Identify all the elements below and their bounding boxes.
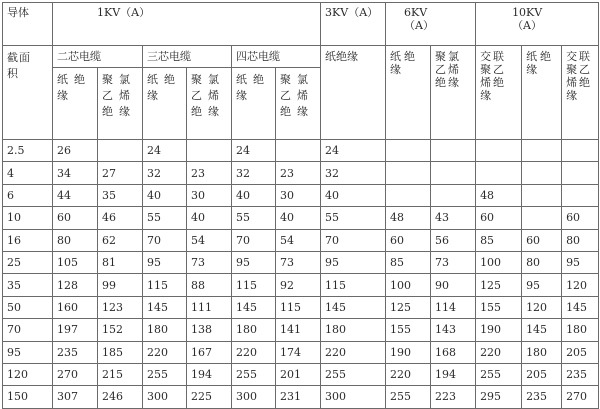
current-cell [386,140,431,162]
current-cell: 115 [232,274,276,296]
current-cell: 44 [53,184,98,206]
current-cell [522,207,562,229]
current-cell: 55 [321,207,386,229]
current-cell: 201 [276,363,321,385]
header-four-core: 四芯电缆 [232,46,321,68]
cross-section-cell: 10 [3,207,53,229]
current-cell: 60 [53,207,98,229]
current-cell [431,140,476,162]
current-cell [522,184,562,206]
current-cell: 125 [386,296,431,318]
current-cell: 62 [98,229,143,251]
current-cell: 48 [386,207,431,229]
current-cell: 60 [476,207,522,229]
current-cell [98,140,143,162]
current-cell: 307 [53,386,98,408]
current-cell: 155 [386,319,431,341]
current-cell: 168 [431,341,476,363]
cross-section-cell: 35 [3,274,53,296]
current-cell: 125 [476,274,522,296]
current-cell: 194 [187,363,232,385]
cross-section-cell: 120 [3,363,53,385]
current-cell: 55 [143,207,187,229]
current-cell [276,140,321,162]
current-cell: 95 [321,251,386,273]
current-cell: 190 [386,341,431,363]
header-10kv-paper: 纸绝缘 [522,46,562,140]
current-cell: 95 [232,251,276,273]
current-cell: 180 [232,319,276,341]
current-cell: 70 [232,229,276,251]
conductor-header: 导体 [3,3,53,46]
current-cell: 23 [276,162,321,184]
cross-section-cell: 2.5 [3,140,53,162]
current-cell: 35 [98,184,143,206]
current-cell [562,162,599,184]
current-cell: 27 [98,162,143,184]
current-cell: 115 [143,274,187,296]
cross-section-cell: 70 [3,319,53,341]
current-cell: 95 [562,251,599,273]
current-cell: 235 [522,386,562,408]
current-cell: 145 [562,296,599,318]
header-1kv-2core-paper: 纸绝缘 [53,68,98,140]
current-cell: 46 [98,207,143,229]
header-1kv-3core-paper: 纸绝缘 [143,68,187,140]
cable-current-table [2,2,599,409]
current-cell [522,140,562,162]
current-cell: 155 [476,296,522,318]
current-cell: 143 [431,319,476,341]
current-cell: 185 [98,341,143,363]
current-cell: 194 [431,363,476,385]
header-two-core: 二芯电缆 [53,46,143,68]
current-cell: 220 [143,341,187,363]
current-cell: 180 [522,341,562,363]
current-cell: 270 [562,386,599,408]
current-cell: 85 [386,251,431,273]
current-cell: 235 [53,341,98,363]
current-cell: 34 [53,162,98,184]
table-row [3,319,599,341]
current-cell: 160 [53,296,98,318]
header-6kv-paper: 纸绝缘 [386,46,431,140]
current-cell: 80 [562,229,599,251]
current-cell: 145 [232,296,276,318]
current-cell: 220 [386,363,431,385]
current-cell: 54 [187,229,232,251]
current-cell: 120 [522,296,562,318]
current-cell: 270 [53,363,98,385]
header-6kv-pvc: 聚氯乙烯绝缘 [431,46,476,140]
current-cell: 167 [187,341,232,363]
current-cell: 180 [143,319,187,341]
current-cell: 128 [53,274,98,296]
header-10kv-xlpe-a: 交联聚乙烯绝缘 [476,46,522,140]
current-cell: 145 [143,296,187,318]
table-row [3,296,599,318]
current-cell: 88 [187,274,232,296]
table-row [3,363,599,385]
header-10kv-xlpe-b: 交联聚乙烯绝缘 [562,46,599,140]
current-cell: 54 [276,229,321,251]
cross-section-cell: 16 [3,229,53,251]
current-cell: 32 [232,162,276,184]
current-cell: 24 [232,140,276,162]
current-cell: 300 [143,386,187,408]
header-1kv-2core-pvc: 聚氯乙烯绝缘 [98,68,143,140]
current-cell: 24 [143,140,187,162]
current-cell [562,184,599,206]
current-cell: 220 [232,341,276,363]
current-cell: 73 [431,251,476,273]
header-10kv: 10KV （A） [476,3,599,46]
cross-section-cell: 95 [3,341,53,363]
cross-section-cell: 25 [3,251,53,273]
current-cell: 40 [232,184,276,206]
current-cell: 111 [187,296,232,318]
current-cell [431,184,476,206]
table-row [3,251,599,273]
current-cell: 255 [386,386,431,408]
current-cell: 40 [321,184,386,206]
header-row-voltage [3,3,599,46]
current-cell: 55 [232,207,276,229]
current-cell [187,140,232,162]
cross-section-cell: 4 [3,162,53,184]
current-cell: 60 [522,229,562,251]
header-row-cores [3,46,599,68]
header-1kv-3core-pvc: 聚氯乙烯绝缘 [187,68,232,140]
current-cell: 90 [431,274,476,296]
current-cell: 197 [53,319,98,341]
current-cell: 23 [187,162,232,184]
current-cell: 100 [386,274,431,296]
current-cell: 114 [431,296,476,318]
current-cell: 73 [187,251,232,273]
current-cell: 231 [276,386,321,408]
table-body [3,3,599,409]
current-cell: 255 [476,363,522,385]
current-cell: 138 [187,319,232,341]
table-row [3,274,599,296]
header-6kv: 6KV （A） [386,3,476,46]
current-cell: 92 [276,274,321,296]
current-cell: 190 [476,319,522,341]
current-cell: 141 [276,319,321,341]
current-cell: 30 [187,184,232,206]
current-cell: 32 [321,162,386,184]
current-cell: 180 [562,319,599,341]
current-cell: 145 [522,319,562,341]
current-cell: 60 [562,207,599,229]
current-cell: 95 [522,274,562,296]
table-row [3,184,599,206]
cross-section-header: 截面积 [3,46,53,140]
current-cell [431,162,476,184]
current-cell: 180 [321,319,386,341]
current-cell: 246 [98,386,143,408]
current-cell: 80 [522,251,562,273]
current-cell [476,162,522,184]
current-cell: 95 [143,251,187,273]
current-cell: 56 [431,229,476,251]
current-cell [476,140,522,162]
current-cell: 120 [562,274,599,296]
current-cell: 70 [321,229,386,251]
current-cell [386,162,431,184]
current-cell: 215 [98,363,143,385]
current-cell: 225 [187,386,232,408]
current-cell: 80 [53,229,98,251]
current-cell: 255 [321,363,386,385]
table-row [3,140,599,162]
table-row [3,386,599,408]
current-cell: 70 [143,229,187,251]
current-cell: 152 [98,319,143,341]
current-cell: 300 [321,386,386,408]
header-1kv-4core-pvc: 聚氯乙烯绝缘 [276,68,321,140]
current-cell: 100 [476,251,522,273]
current-cell: 48 [476,184,522,206]
current-cell: 73 [276,251,321,273]
current-cell: 115 [321,274,386,296]
current-cell: 85 [476,229,522,251]
current-cell: 295 [476,386,522,408]
current-cell: 60 [386,229,431,251]
current-cell: 24 [321,140,386,162]
current-cell: 300 [232,386,276,408]
current-cell: 235 [562,363,599,385]
current-cell: 205 [522,363,562,385]
current-cell: 40 [187,207,232,229]
current-cell [562,140,599,162]
current-cell: 40 [143,184,187,206]
current-cell: 81 [98,251,143,273]
table-row [3,162,599,184]
current-cell: 223 [431,386,476,408]
current-cell: 255 [232,363,276,385]
current-cell: 174 [276,341,321,363]
header-three-core: 三芯电缆 [143,46,232,68]
cross-section-cell: 150 [3,386,53,408]
header-1kv-4core-paper: 纸绝缘 [232,68,276,140]
current-cell: 123 [98,296,143,318]
table-row [3,207,599,229]
current-cell: 220 [476,341,522,363]
current-cell: 99 [98,274,143,296]
current-cell: 105 [53,251,98,273]
header-3kv-paper: 纸绝缘 [321,46,386,140]
current-cell: 40 [276,207,321,229]
current-cell: 115 [276,296,321,318]
current-cell: 26 [53,140,98,162]
table-row [3,229,599,251]
cross-section-cell: 50 [3,296,53,318]
current-cell: 220 [321,341,386,363]
current-cell: 255 [143,363,187,385]
current-cell [386,184,431,206]
header-3kv: 3KV（A） [321,3,386,46]
current-cell: 32 [143,162,187,184]
current-cell [522,162,562,184]
current-cell: 205 [562,341,599,363]
table-row [3,341,599,363]
current-cell: 43 [431,207,476,229]
current-cell: 30 [276,184,321,206]
header-1kv: 1KV（A） [53,3,321,46]
cross-section-cell: 6 [3,184,53,206]
current-cell: 145 [321,296,386,318]
